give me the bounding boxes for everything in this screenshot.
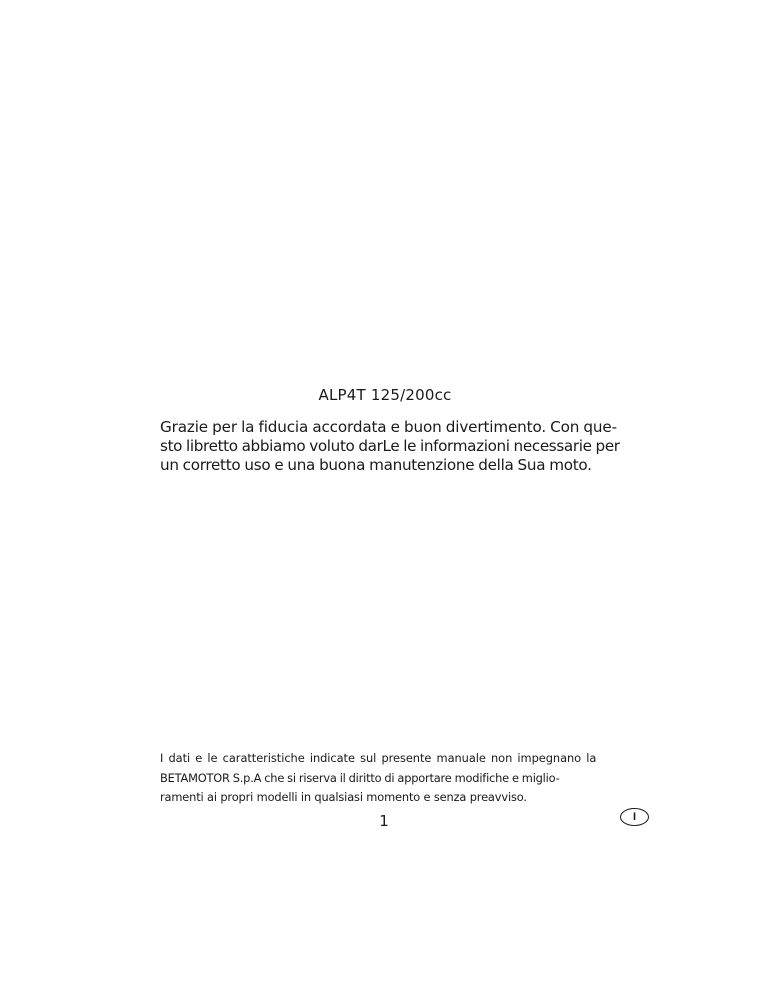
page-number: 1 [379,812,389,830]
disclaimer-line: I dati e le caratteristiche indicate sul presente manuale non impegnano la [160,751,597,765]
model-title: ALP4T 125/200cc [318,386,452,404]
intro-line: un corretto uso e una buona manutenzione della Sua moto. [160,456,592,474]
language-badge: I [620,808,649,826]
disclaimer-line: BETAMOTOR S.p.A che si riserva il diritto di apportare modifiche e miglio- [160,770,560,785]
intro-line: Grazie per la fiducia accordata e buon divertimento. Con que- [160,418,617,436]
disclaimer-line: ramenti ai propri modelli in qualsiasi momento e senza preavviso. [160,790,527,804]
intro-line: sto libretto abbiamo voluto darLe le informazioni necessarie per [160,437,620,455]
disclaimer-paragraph [160,749,612,808]
intro-paragraph [160,418,620,475]
